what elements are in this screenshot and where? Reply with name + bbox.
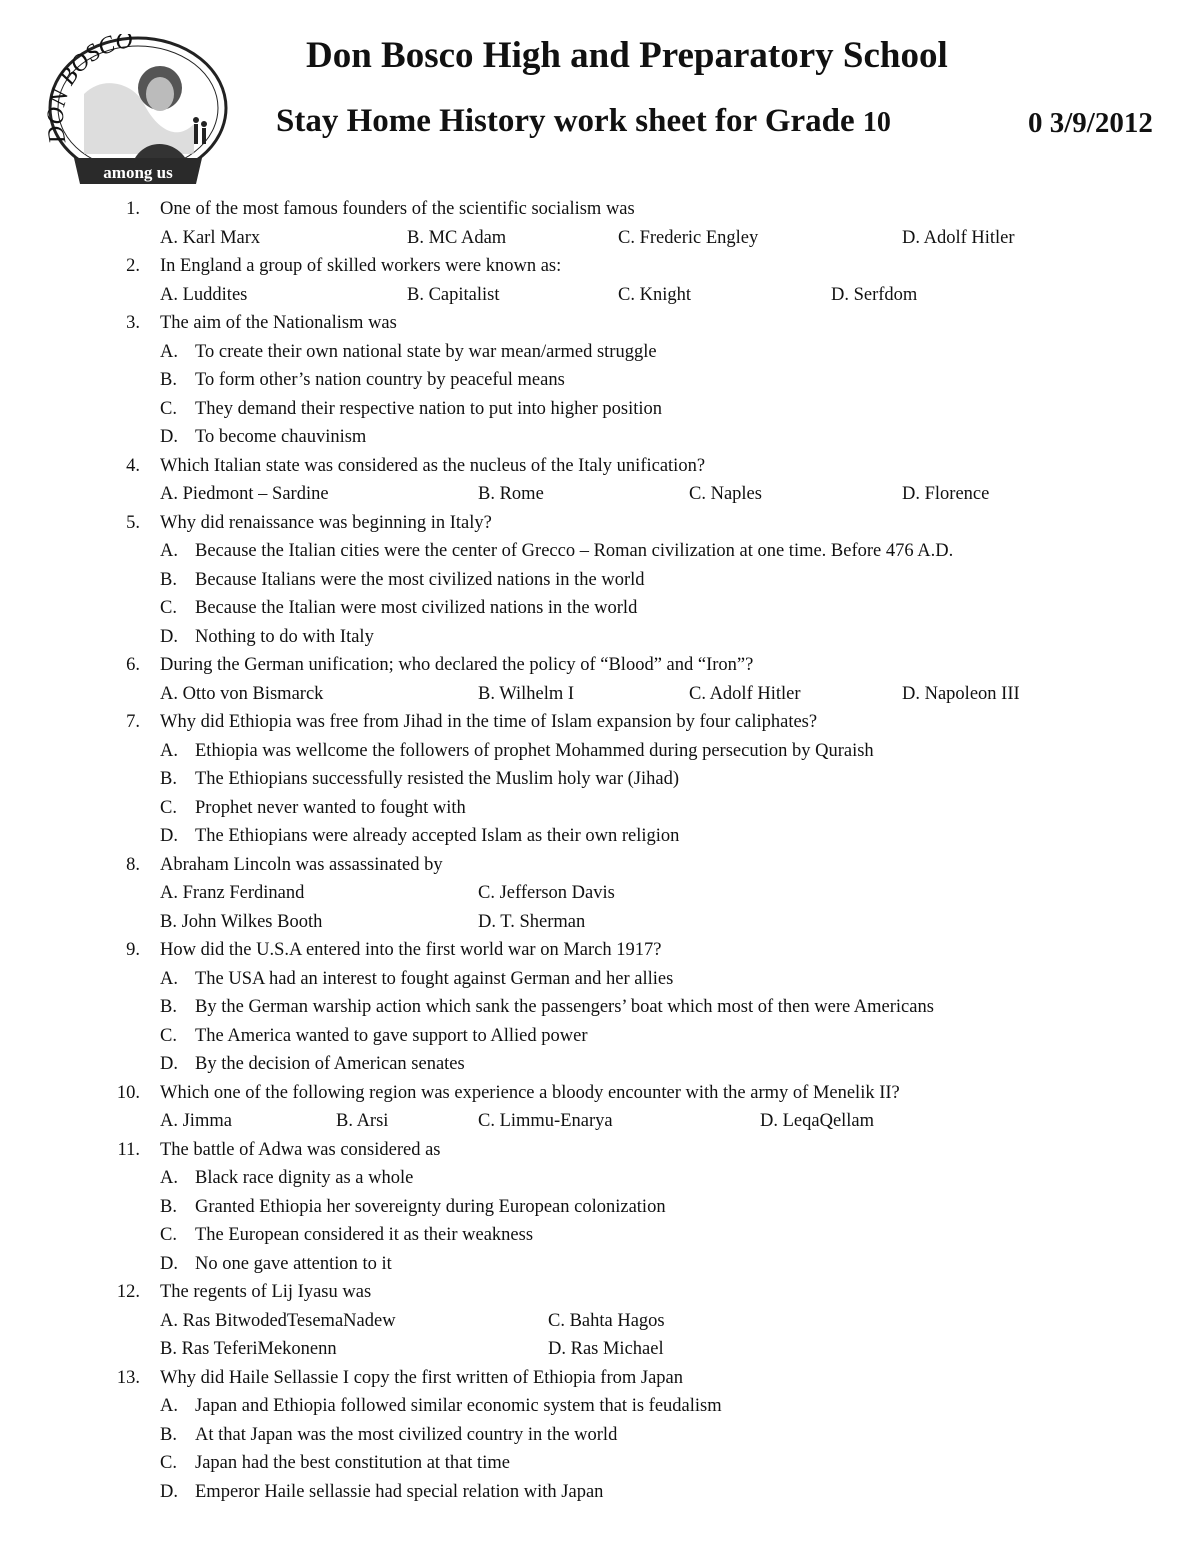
answer-option: B. Rome — [478, 484, 544, 504]
answer-option: D. Adolf Hitler — [902, 227, 1015, 248]
answer-option: A. Karl Marx — [160, 227, 261, 248]
answer-option-letter: B. — [160, 769, 177, 789]
answer-option — [0, 370, 1200, 399]
question-text: In England a group of skilled workers were known as: — [160, 256, 562, 276]
logo-banner-text: among us — [103, 163, 173, 182]
answer-option — [0, 741, 1200, 770]
answer-option-letter: C. — [160, 598, 177, 618]
answer-option-letter: A. — [160, 968, 178, 989]
question-number: 2. — [126, 256, 140, 276]
answer-option — [0, 1425, 1200, 1454]
answer-option-letter: D. — [160, 427, 178, 447]
answer-option-letter: B. — [160, 569, 177, 590]
question-text: One of the most famous founders of the scientific socialism was — [160, 199, 635, 219]
answer-option-text: At that Japan was the most civilized country in the world — [195, 1424, 618, 1445]
answer-option-text: Black race dignity as a whole — [195, 1168, 414, 1188]
answer-options-row — [0, 912, 1200, 941]
answer-option-letter: D. — [160, 1481, 178, 1502]
school-logo — [44, 34, 232, 186]
answer-options-row — [0, 1339, 1200, 1368]
question-text: The regents of Lij Iyasu was — [160, 1282, 372, 1302]
answer-option-letter: D. — [160, 1253, 178, 1274]
answer-option-letter: D. — [160, 826, 178, 846]
answer-option-text: Granted Ethiopia her sovereignty during European colonization — [195, 1196, 666, 1217]
answer-option — [0, 427, 1200, 456]
answer-option-letter: B. — [160, 997, 177, 1017]
answer-option-letter: A. — [160, 341, 178, 362]
answer-option-letter: C. — [160, 398, 177, 419]
answer-options-row — [0, 1111, 1200, 1140]
answer-option-text: The USA had an interest to fought against German and her allies — [195, 968, 674, 989]
answer-option — [0, 598, 1200, 627]
answer-option — [0, 342, 1200, 371]
question-number: 6. — [126, 655, 140, 675]
answer-option — [0, 1168, 1200, 1197]
answer-option — [0, 1225, 1200, 1254]
question-number: 3. — [126, 313, 140, 333]
answer-options-row — [0, 285, 1200, 314]
answer-option-text: To form other’s nation country by peaceful means — [195, 370, 565, 390]
answer-options-row — [0, 484, 1200, 513]
question-row — [0, 456, 1200, 485]
answer-option — [0, 826, 1200, 855]
answer-option — [0, 1054, 1200, 1083]
answer-option: A. Otto von Bismarck — [160, 683, 324, 704]
answer-option: A. Piedmont – Sardine — [160, 484, 329, 504]
answer-option: C. Jefferson Davis — [478, 883, 615, 903]
question-number: 4. — [126, 455, 140, 476]
question-list — [0, 199, 1200, 1510]
answer-option: B. Ras TeferiMekonenn — [160, 1339, 337, 1359]
answer-option-text: Japan had the best constitution at that time — [195, 1453, 510, 1473]
question-row — [0, 313, 1200, 342]
worksheet-title — [276, 103, 891, 140]
answer-option-letter: B. — [160, 370, 177, 390]
answer-option-letter: A. — [160, 740, 178, 761]
question-row — [0, 513, 1200, 542]
answer-option: C. Frederic Engley — [618, 227, 759, 248]
answer-option: B. John Wilkes Booth — [160, 911, 323, 932]
question-number: 12. — [116, 1282, 140, 1302]
answer-option: A. Jimma — [160, 1111, 232, 1131]
answer-option — [0, 399, 1200, 428]
question-row — [0, 1282, 1200, 1311]
answer-option: B. Capitalist — [407, 284, 500, 305]
answer-option — [0, 1026, 1200, 1055]
answer-option-text: They demand their respective nation to put into higher position — [195, 398, 663, 419]
question-number: 8. — [126, 854, 140, 875]
worksheet-title-text: Stay Home History work sheet for Grade — [276, 103, 855, 139]
answer-option-text: To become chauvinism — [195, 427, 367, 447]
answer-option — [0, 541, 1200, 570]
answer-option: C. Naples — [689, 484, 762, 504]
answer-option-text: The America wanted to gave support to Allied power — [195, 1025, 588, 1046]
answer-options-row — [0, 684, 1200, 713]
answer-option-text: The European considered it as their weakness — [195, 1225, 534, 1245]
answer-option-text: By the decision of American senates — [195, 1054, 465, 1074]
question-row — [0, 199, 1200, 228]
question-number: 11. — [117, 1139, 140, 1160]
question-row — [0, 655, 1200, 684]
answer-option-text: Japan and Ethiopia followed similar economic system that is feudalism — [195, 1396, 722, 1416]
answer-option-letter: C. — [160, 797, 177, 818]
answer-option-letter: A. — [160, 541, 178, 561]
question-text: During the German unification; who declared the policy of “Blood” and “Iron”? — [160, 655, 754, 675]
answer-option-letter: B. — [160, 1196, 177, 1217]
answer-option-text: Emperor Haile sellassie had special relation with Japan — [195, 1481, 604, 1502]
answer-option — [0, 1197, 1200, 1226]
question-row — [0, 256, 1200, 285]
school-name: Don Bosco High and Preparatory School — [306, 35, 948, 76]
question-number: 9. — [126, 940, 140, 960]
answer-option: D. Ras Michael — [548, 1339, 664, 1359]
answer-option — [0, 1453, 1200, 1482]
answer-option-letter: B. — [160, 1424, 177, 1445]
answer-option: D. Florence — [902, 484, 990, 504]
answer-options-row — [0, 1311, 1200, 1340]
answer-option — [0, 570, 1200, 599]
answer-option-text: The Ethiopians successfully resisted the Muslim holy war (Jihad) — [195, 769, 679, 789]
answer-option: C. Adolf Hitler — [689, 683, 801, 704]
question-number: 13. — [116, 1367, 140, 1388]
logo-arc-text: DON BOSCO — [44, 34, 135, 146]
answer-option: A. Luddites — [160, 284, 248, 305]
question-number: 1. — [126, 199, 140, 219]
question-text: Why did renaissance was beginning in Italy? — [160, 512, 492, 533]
answer-option: D. T. Sherman — [478, 911, 586, 932]
answer-option-text: Nothing to do with Italy — [195, 626, 374, 647]
answer-option — [0, 1254, 1200, 1283]
question-row — [0, 1140, 1200, 1169]
answer-options-row — [0, 228, 1200, 257]
answer-option-letter: C. — [160, 1025, 177, 1046]
question-text: Which one of the following region was experience a bloody encounter with the army of Menelik II? — [160, 1082, 900, 1103]
answer-option: B. Wilhelm I — [478, 683, 575, 704]
answer-option-letter: A. — [160, 1396, 178, 1416]
question-number: 7. — [126, 712, 140, 732]
answer-option-text: Because the Italian cities were the center of Grecco – Roman civilization at one time. Before 476 A.D. — [195, 541, 954, 561]
answer-option-text: The Ethiopians were already accepted Islam as their own religion — [195, 826, 680, 846]
answer-option — [0, 969, 1200, 998]
question-number: 5. — [126, 512, 140, 533]
answer-option-text: Because the Italian were most civilized nations in the world — [195, 598, 638, 618]
answer-option-letter: C. — [160, 1453, 177, 1473]
answer-option: A. Ras BitwodedTesemaNadew — [160, 1310, 396, 1331]
question-text: Abraham Lincoln was assassinated by — [160, 854, 443, 875]
answer-options-row — [0, 883, 1200, 912]
answer-option — [0, 997, 1200, 1026]
question-row — [0, 940, 1200, 969]
answer-option — [0, 798, 1200, 827]
answer-option: D. LeqaQellam — [760, 1111, 875, 1131]
answer-option-text: No one gave attention to it — [195, 1253, 392, 1274]
question-row — [0, 712, 1200, 741]
question-text: The aim of the Nationalism was — [160, 313, 397, 333]
answer-option: C. Limmu-Enarya — [478, 1111, 613, 1131]
question-row — [0, 1083, 1200, 1112]
answer-option: C. Bahta Hagos — [548, 1310, 665, 1331]
answer-option-letter: D. — [160, 1054, 178, 1074]
grade-number: 10 — [862, 107, 891, 138]
answer-option-letter: A. — [160, 1168, 178, 1188]
question-row — [0, 1368, 1200, 1397]
question-text: How did the U.S.A entered into the first world war on March 1917? — [160, 940, 662, 960]
answer-option — [0, 627, 1200, 656]
answer-option-letter: C. — [160, 1225, 177, 1245]
answer-option-text: By the German warship action which sank the passengers’ boat which most of then were Americans — [195, 997, 934, 1017]
answer-option: B. Arsi — [336, 1111, 389, 1131]
answer-option: D. Napoleon III — [902, 683, 1020, 704]
question-text: The battle of Adwa was considered as — [160, 1139, 441, 1160]
worksheet-date: 0 3/9/2012 — [1028, 107, 1153, 139]
question-number: 10. — [116, 1082, 140, 1103]
question-row — [0, 855, 1200, 884]
answer-option-text: Ethiopia was wellcome the followers of prophet Mohammed during persecution by Quraish — [195, 740, 874, 761]
answer-option — [0, 1396, 1200, 1425]
question-text: Which Italian state was considered as the nucleus of the Italy unification? — [160, 455, 706, 476]
answer-option: D. Serfdom — [831, 284, 918, 305]
question-text: Why did Haile Sellassie I copy the first written of Ethiopia from Japan — [160, 1367, 684, 1388]
answer-option: C. Knight — [618, 284, 691, 305]
answer-option: B. MC Adam — [407, 227, 507, 248]
answer-option-text: To create their own national state by war mean/armed struggle — [195, 341, 657, 362]
answer-option — [0, 1482, 1200, 1511]
answer-option-text: Prophet never wanted to fought with — [195, 797, 466, 818]
question-text: Why did Ethiopia was free from Jihad in the time of Islam expansion by four caliphates? — [160, 712, 818, 732]
answer-option-text: Because Italians were the most civilized nations in the world — [195, 569, 645, 590]
answer-option — [0, 769, 1200, 798]
answer-option: A. Franz Ferdinand — [160, 883, 305, 903]
answer-option-letter: D. — [160, 626, 178, 647]
